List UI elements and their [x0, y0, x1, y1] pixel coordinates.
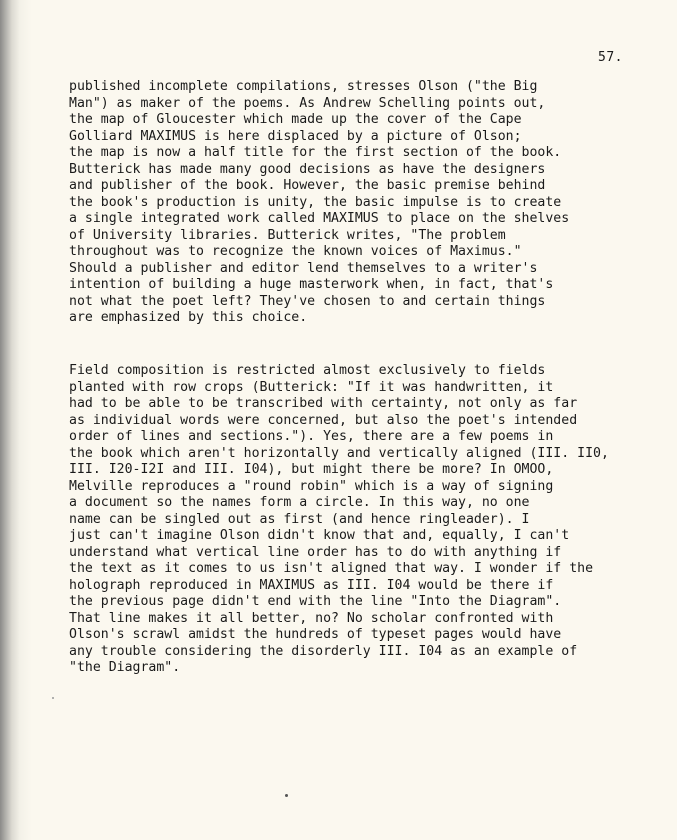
- paper-speck: [285, 794, 288, 797]
- text-line: name can be singled out as first (and hence ringleader). I: [69, 511, 530, 527]
- text-line: Golliard MAXIMUS is here displaced by a picture of Olson;: [69, 128, 522, 144]
- text-line: are emphasized by this choice.: [69, 310, 308, 325]
- text-line: the text as it comes to us isn't aligned that way. I wonder if the: [69, 561, 594, 576]
- text-line: "the Diagram".: [69, 660, 181, 675]
- text-line: and publisher of the book. However, the basic premise behind: [69, 178, 546, 193]
- text-line: had to be able to be transcribed with certainty, not only as far: [69, 396, 578, 411]
- text-line: a document so the names form a circle. In this way, no one: [69, 495, 530, 510]
- text-line: not what the poet left? They've chosen to and certain things: [69, 293, 546, 309]
- text-line: That line makes it all better, no? No scholar confronted with: [69, 610, 554, 626]
- text-line: a single integrated work called MAXIMUS to place on the shelves: [69, 211, 570, 226]
- text-line: just can't imagine Olson didn't know that and, equally, I can't: [69, 528, 570, 543]
- paragraph-1: [69, 79, 569, 327]
- text-line: Melville reproduces a "round robin" which is a way of signing: [69, 478, 554, 494]
- paper-speck: [52, 697, 54, 699]
- text-line: understand what vertical line order has to do with anything if: [69, 544, 562, 560]
- text-line: any trouble considering the disorderly III. I04 as an example of: [69, 643, 578, 659]
- text-line: of University libraries. Butterick writes, "The problem: [69, 227, 506, 243]
- text-line: planted with row crops (Butterick: "If it was handwritten, it: [69, 379, 554, 395]
- text-line: published incomplete compilations, stresses Olson ("the Big: [69, 79, 538, 94]
- text-line: as individual words were concerned, but also the poet's intended: [69, 412, 578, 428]
- text-line: Field composition is restricted almost exclusively to fields: [69, 363, 546, 378]
- text-line: the book which aren't horizontally and vertically aligned (III. II0,: [69, 445, 609, 461]
- text-line: Olson's scrawl amidst the hundreds of typeset pages would have: [69, 627, 562, 642]
- text-line: Should a publisher and editor lend themselves to a writer's: [69, 260, 538, 276]
- paragraph-2: [69, 363, 609, 677]
- text-line: the previous page didn't end with the line "Into the Diagram".: [69, 594, 562, 609]
- text-line: Butterick has made many good decisions as have the designers: [69, 161, 546, 177]
- text-line: III. I20-I2I and III. I04), but might there be more? In OMOO,: [69, 462, 554, 477]
- text-line: the map of Gloucester which made up the cover of the Cape: [69, 112, 522, 127]
- text-line: throughout was to recognize the known voices of Maximus.": [69, 244, 522, 259]
- page-number: 57.: [598, 50, 623, 65]
- text-line: order of lines and sections."). Yes, there are a few poems in: [69, 429, 554, 444]
- text-line: holograph reproduced in MAXIMUS as III. I04 would be there if: [69, 577, 554, 593]
- text-line: the book's production is unity, the basic impulse is to create: [69, 194, 562, 210]
- text-line: intention of building a huge masterwork when, in fact, that's: [69, 277, 554, 292]
- text-line: the map is now a half title for the first section of the book.: [69, 145, 562, 160]
- text-line: Man") as maker of the poems. As Andrew Schelling points out,: [69, 95, 546, 111]
